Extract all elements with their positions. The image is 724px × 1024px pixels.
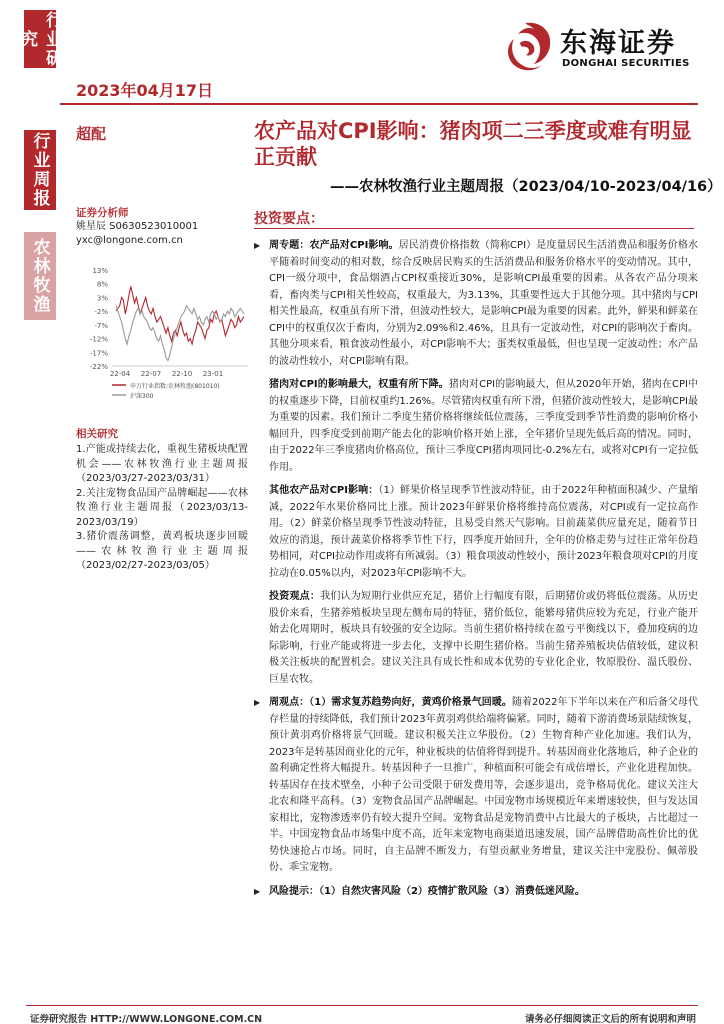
related-item[interactable]: 2.关注宠物食品国产品牌崛起——农林牧渔行业主题周报（2023/03/13-2023/03/19） (76, 487, 248, 528)
dragon-logo-icon (496, 17, 556, 77)
header-divider (60, 103, 698, 105)
related-item[interactable]: 3.猪价震荡调整，黄鸡板块逐步回暖——农林牧渔行业主题周报（2023/02/27-2023/03/05） (76, 531, 248, 571)
performance-chart (76, 262, 252, 412)
paragraph-other: 其他农产品对CPI影响：（1）鲜果价格呈现季节性波动特征，由于2022年种植面积减少、产量缩减，2022年水果价格同比上涨。预计2023年鲜果价格将维持高位震荡，对CPI或有一定拉高作用。（2）鲜菜价格呈现季节性波动特征，且易受自然天气影响。目前蔬菜供应量充足，随着节日效应的消退，预计蔬菜价格将季节性下行，四季度开始回升，全年的价格走势与过往正常年份趋势相同，对CPI拉动作用或将有所减弱。（3）粮食项波动性较小，预计2023年粮食项对CPI的月度拉动在0.05%以内，对2023年CPI影响不大。 (269, 485, 699, 579)
analyst-block (76, 206, 198, 248)
x-tick-label: 22-07 (140, 370, 162, 378)
y-tick-label: -2% (94, 308, 108, 317)
sidebar-tab-sector: 农林牧渔 (24, 232, 56, 320)
paragraph-view: 投资观点：我们认为短期行业供应充足，猪价上行幅度有限，后期猪价或仍将低位震荡。从历史股价来看，生猪养殖板块呈现左侧布局的特征，猪价低位，能繁母猪供应较为充足，行业产能开始去化周期时，板块具有较强的安全边际。当前生猪价格持续在盈亏平衡线以下，叠加疫病的边际影响，行业产能或将进一步去化，支撑中长期生猪价格。当前生猪养殖板块估值较低，建议积极关注板块的配置机会。建议关注具有成长性和成本优势的专业化企业，牧原股份、温氏股份、巨星农牧。 (269, 591, 699, 685)
footer-divider (26, 1005, 698, 1006)
brand-name-en: DONGHAI SECURITIES (562, 58, 690, 69)
x-tick-label: 23-01 (202, 370, 224, 378)
related-item[interactable]: 1.产能或持续去化，重视生猪板块配置机会——农林牧渔行业主题周报（2023/03/27-2023/03/31） (76, 444, 248, 484)
y-tick-label: -12% (89, 335, 108, 344)
sidebar-tab-industry-research: 行业研究 (17, 10, 62, 68)
y-tick-label: -17% (89, 349, 108, 358)
brand-name-cn: 东海证券 (560, 28, 676, 59)
key-points-body (254, 238, 698, 907)
report-date: 2023年04月17日 (76, 81, 214, 100)
analyst-name: 姚星辰 S0630523010001 (76, 221, 199, 232)
y-tick-label: 8% (96, 280, 108, 289)
key-points-divider (254, 228, 694, 229)
x-tick-label: 22-10 (171, 370, 193, 378)
sidebar-tab-weekly: 行业周报 (24, 130, 56, 210)
x-tick-label: 22-04 (109, 370, 131, 378)
key-points-heading: 投资要点： (254, 211, 324, 227)
y-tick-label: 13% (92, 267, 108, 275)
footer-website[interactable]: 证券研究报告 HTTP://WWW.LONGONE.COM.CN (30, 1014, 263, 1024)
paragraph-topic: ▶ 周专题：农产品对CPI影响。居民消费价格指数（简称CPI）是度量居民生活消费品和服务价格水平随着时间变动的相对数，综合反映居民购买的生活消费品和服务价格水平的变动情况。其中，CPI一级分项中，食品烟酒占CPI权重接近30%，是影响CPI最重要的因素。从各农产品分项来看，畜肉类与CPI相关性较高，权重最大，为3.13%，其重要性远大于其他分项。其中猪肉与CPI相关性最高，权重虽有所下滑，但波动性较大，是影响CPI最为重要的因素。此外，鲜果和鲜菜在CPI中的权重仅次于畜肉，分别为2.09%和2.46%，且具有一定波动性，对CPI的影响次于畜肉。其他分项来看，粮食波动性最小，对CPI影响不大；蛋类权重最低，但也呈现一定波动性；水产品的波动性较小，对CPI影响有限。 (254, 238, 698, 370)
paragraph-weekly-view: ▶ 周观点：（1）需求复苏趋势向好，黄鸡价格景气回暖。随着2022年下半年以来在产和后备父母代存栏量的持续降低，我们预计2023年黄羽鸡供给端将偏紧。同时，随着下游消费场景陆续恢复，预计黄羽鸡价格将景气回暖。建议积极关注立华股份。（2）生物育种产业化加速。我们认为，2023年是转基因商业化的元年，种业板块的估值将得到提升。转基因商业化落地后，种子企业的盈利确定性将大幅提升。转基因种子一旦推广，种植面积可能会有成倍增长，产业化进程加快。转基因存在技术壁垒，小种子公司受限于研发费用等，会逐步退出，竞争格局优化。建议关注大北农和隆平高科。（3）宠物食品国产品牌崛起。中国宠物市场规模近年来增速较快，但与发达国家相比，宠物渗透率仍有较大提升空间。宠物食品是宠物消费中占比最大的子板块，占比超过一半。中国宠物食品市场集中度不高，近年来宠物电商渠道迅速发展，国产品牌借助高性价比的优势快速抢占市场。同时，自主品牌不断发力，有望贡献业务增量，建议关注中宠股份、佩蒂股份、乖宝宠物。 (254, 695, 698, 877)
paragraph-pork: 猪肉对CPI的影响最大，权重有所下降。猪肉对CPI的影响最大，但从2020年开始，猪肉在CPI中的权重逐步下降，目前权重约1.26%。尽管猪肉权重有所下滑，但猪价波动性较大，是影响CPI最为重要的因素。我们预计二季度生猪价格将继续低位震荡，三季度受到季节性消费的影响价格小幅回升，四季度受到前期产能去化的影响价格开始上涨，全年猪价呈现先低后高的情况。同时，由于2022年三季度猪肉价格高位，预计三季度CPI猪肉项同比-0.2%左右，或将对CPI有一定拉低作用。 (269, 379, 699, 473)
footer-disclaimer: 请务必仔细阅读正文后的所有说明和声明 (524, 1014, 696, 1024)
y-tick-label: -7% (94, 321, 108, 330)
brand-logo (496, 17, 696, 77)
related-label: 相关研究 (76, 428, 118, 440)
paragraph-risk: ▶ 风险提示：（1）自然灾害风险（2）疫情扩散风险（3）消费低迷风险。 (254, 884, 698, 901)
report-title: 农产品对CPI影响：猪肉项二三季度或难有明显正贡献 (254, 119, 692, 169)
analyst-label: 证券分析师 (76, 207, 129, 219)
analyst-email[interactable]: yxc@longone.com.cn (76, 235, 183, 246)
legend-label: 沪深300 (130, 393, 154, 400)
y-tick-label: -22% (89, 363, 108, 371)
report-subtitle: ——农林牧渔行业主题周报（2023/04/10-2023/04/16） (330, 179, 722, 195)
related-research (76, 427, 248, 574)
legend-label: 申万行业指数:农林牧渔(801010) (130, 383, 220, 390)
y-tick-label: 3% (96, 294, 108, 303)
rating-label: 超配 (76, 125, 107, 143)
